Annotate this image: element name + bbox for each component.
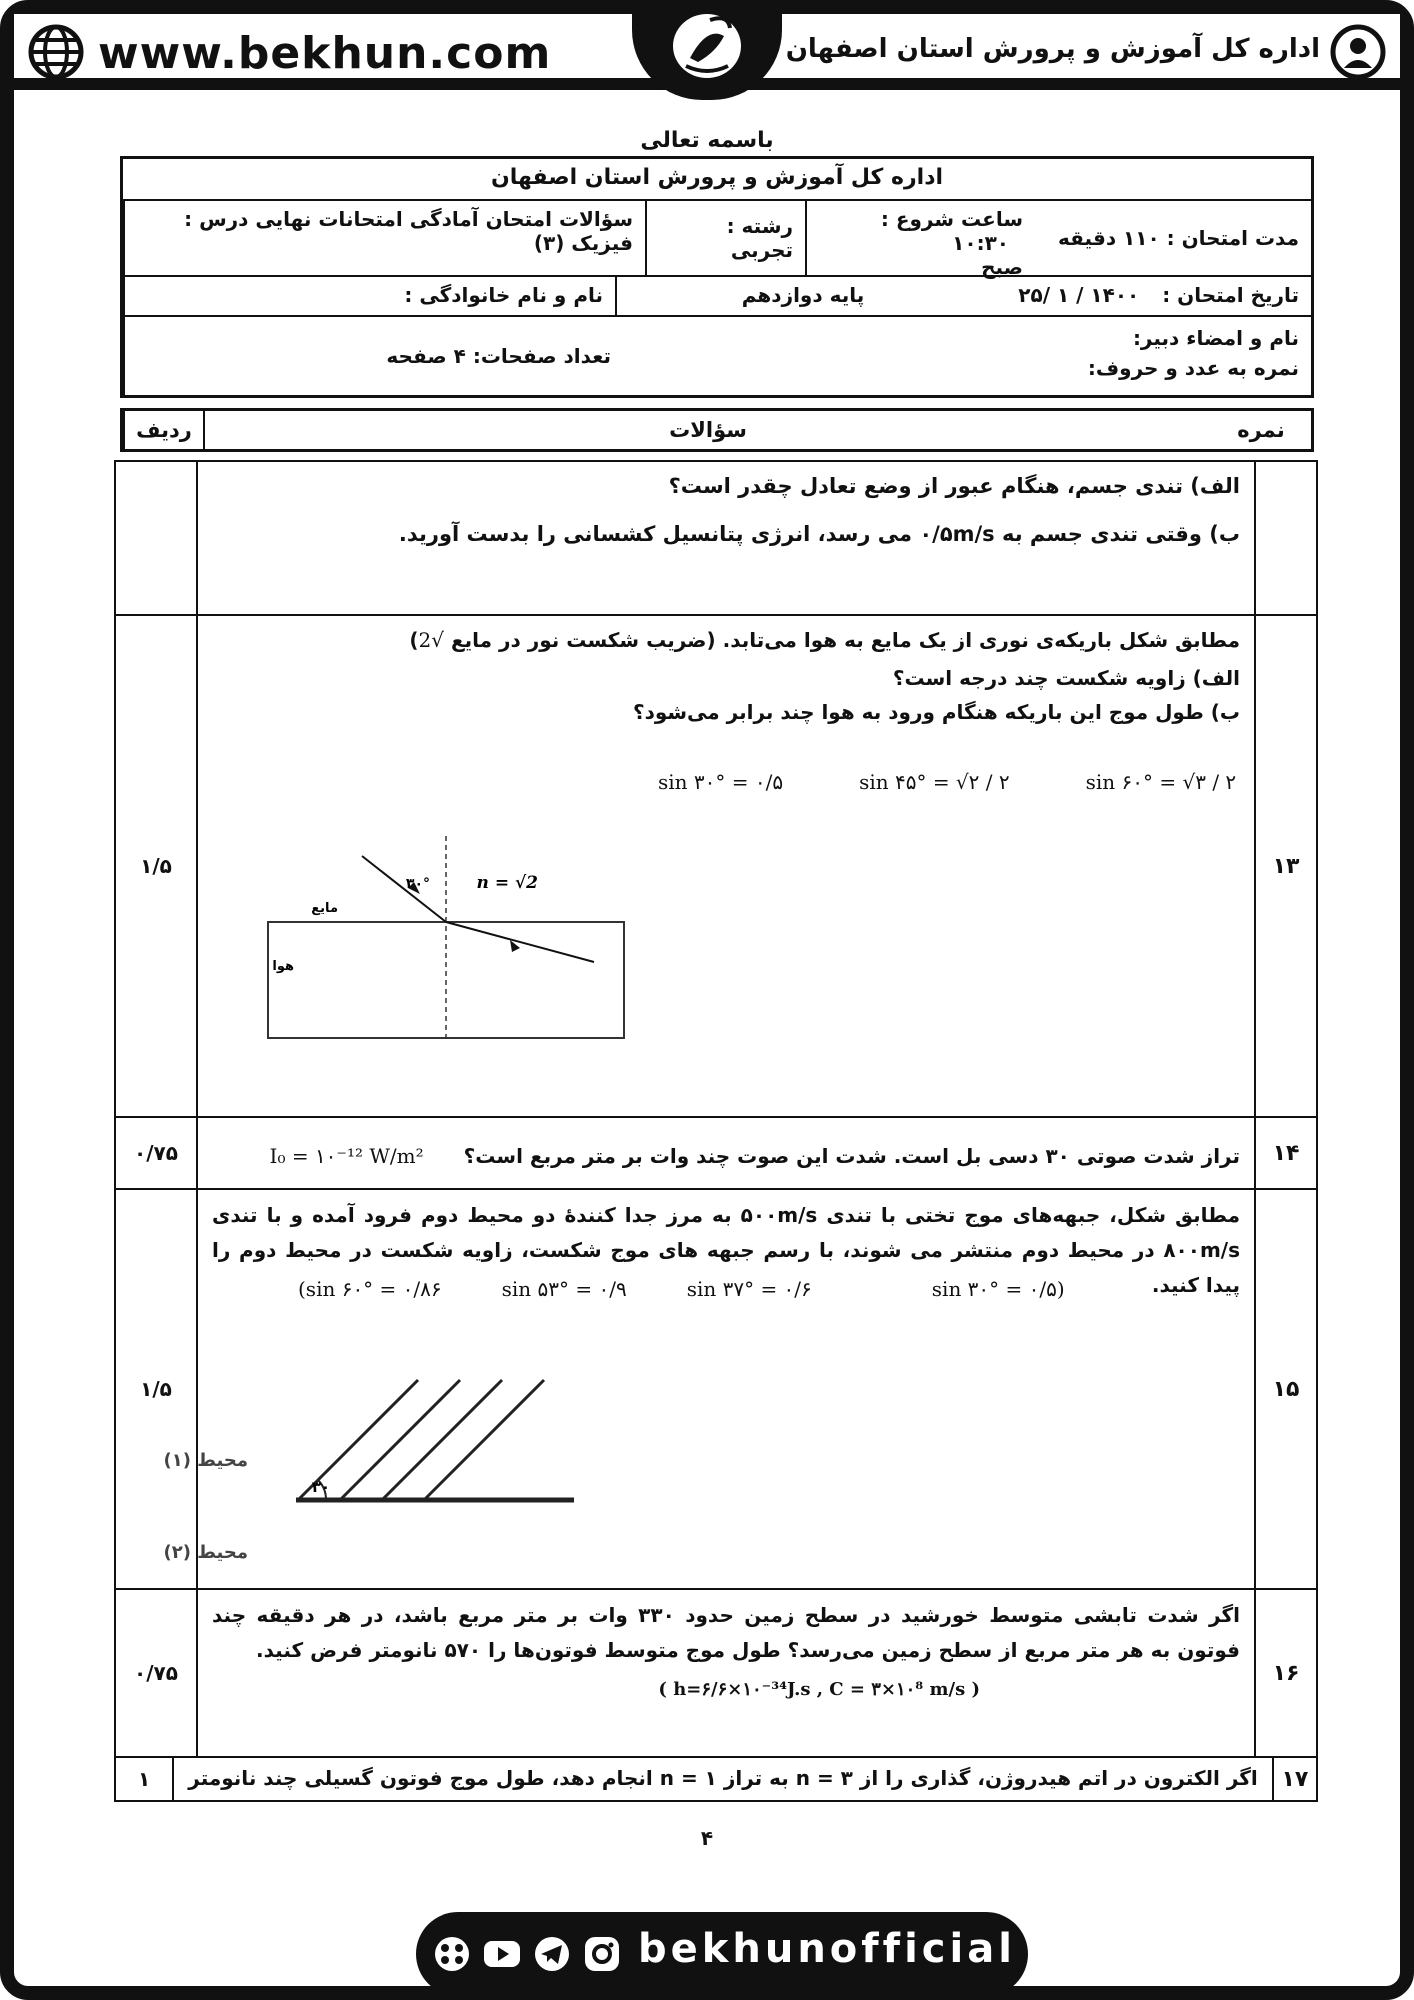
liquid-label: مایع: [311, 901, 338, 916]
date-value: ۱۴۰۰ / ۱ /۲۵: [1018, 283, 1140, 307]
q15-text: مطابق شکل، جبهه‌های موج تختی با تندی ۵۰۰m/s به مرز جدا کنندهٔ دو محیط دوم فرود آمده و با تندی ۸۰۰m/s در محیط دوم منتشر می شوند، با رسم جبهه های موج شکست، زاویه شکست در محیط دوم را پیدا کنید.: [212, 1203, 1240, 1297]
telegram-icon[interactable]: [532, 1934, 572, 1974]
q15-formula-sin30: sin ۳۰° = ۰/۵): [931, 1277, 1065, 1301]
info-pages: تعداد صفحات: ۴ صفحه: [123, 317, 623, 395]
question-score: [116, 462, 196, 614]
q15-formula-sin53: sin ۵۳° = ۰/۹: [501, 1277, 627, 1301]
bekhun-logo-icon: [650, 6, 764, 86]
question-number: ۱۶: [1254, 1590, 1316, 1756]
globe-icon: [28, 24, 84, 80]
question-body: [172, 1758, 1272, 1800]
q13-close: ): [409, 628, 419, 652]
info-teacher-block: [623, 317, 1311, 395]
question-row-15: [116, 1190, 1316, 1590]
question-score: ۰/۷۵: [134, 1141, 178, 1165]
q13-angle-label: ۳۰°: [405, 876, 430, 892]
medium-2-label: محیط (۲): [163, 1542, 248, 1563]
info-grade: پایه دوازدهم: [615, 277, 989, 315]
question-number: ۱۵: [1254, 1190, 1316, 1588]
refraction-diagram: [258, 816, 678, 1056]
q15-angle-label: ۳۰: [311, 1478, 330, 1496]
q14-formula: I₀ = ۱۰⁻¹² W/m²: [269, 1144, 424, 1168]
question-score: ۱: [138, 1767, 151, 1791]
question-score: ۱/۵: [140, 1377, 172, 1401]
site-url[interactable]: www.bekhun.com: [98, 28, 552, 79]
q15-formulas: [298, 1272, 1065, 1307]
question-score: ۱/۵: [140, 854, 172, 878]
questions-table: [114, 460, 1318, 1802]
q13-part-b: ب) طول موج این باریکه هنگام ورود به هوا چند برابر می‌شود؟: [632, 700, 1240, 724]
incident-ray: [362, 856, 446, 922]
exam-info-table: [120, 156, 1314, 398]
info-duration: مدت امتحان : ۱۱۰ دقیقه: [1058, 226, 1299, 250]
info-start-time: [805, 201, 1035, 279]
wavefront-diagram: [163, 1340, 608, 1580]
page-number: ۴: [700, 1826, 714, 1850]
q13-sqrt: √2: [418, 628, 445, 652]
bismillah: باسمه تعالی: [640, 128, 774, 153]
q12-part-a: الف) تندی جسم، هنگام عبور از وضع تعادل چقدر است؟: [668, 474, 1240, 498]
q17-text: اگر الکترون در اتم هیدروژن، گذاری را از n = ۳ به تراز n = ۱ انجام دهد، طول موج فوتون گسیلی چند نانومتر: [188, 1766, 1258, 1790]
info-date: [989, 277, 1311, 315]
air-label: هوا: [272, 959, 294, 974]
medium-1-label: محیط (۱): [163, 1450, 248, 1471]
q13-intro-text: مطابق شکل باریکه‌ی نوری از یک مایع به هوا می‌تابد. (ضریب شکست نور در مایع: [450, 628, 1240, 652]
logo-badge: [632, 0, 782, 100]
start-time-period: صبح: [981, 255, 1023, 279]
user-profile-icon[interactable]: [1330, 24, 1386, 80]
info-exam-title: سؤالات امتحان آمادگی امتحانات نهایی درس : فیزیک (۳): [123, 201, 645, 275]
start-time-value: ۱۰:۳۰: [952, 231, 1009, 255]
header-score-label: نمره: [1237, 418, 1285, 442]
q15-formula-sin37: sin ۳۷° = ۰/۶: [686, 1277, 812, 1301]
question-row-17: [116, 1758, 1316, 1800]
question-number: ۱۳: [1254, 616, 1316, 1116]
questions-header: [120, 408, 1314, 452]
question-number: ۱۷: [1272, 1758, 1316, 1800]
q14-text: تراز شدت صوتی ۳۰ دسی بل است. شدت این صوت چند وات بر متر مربع است؟: [463, 1144, 1240, 1168]
question-body: [196, 616, 1254, 1116]
q13-index-label: n = √2: [476, 873, 538, 893]
instagram-icon[interactable]: [582, 1934, 622, 1974]
question-body: [196, 1118, 1254, 1188]
info-org-title: اداره کل آموزش و پرورش استان اصفهان: [490, 165, 944, 190]
question-body: [196, 1590, 1254, 1756]
header-org-name: اداره کل آموزش و پرورش استان اصفهان: [785, 34, 1320, 64]
question-number: [1254, 462, 1316, 614]
social-handle[interactable]: bekhunofficial: [638, 1926, 1016, 1972]
question-row-13: [116, 616, 1316, 1118]
q16-text: اگر شدت تابشی متوسط خورشید در سطح زمین حدود ۳۳۰ وات بر متر مربع باشد، در هر دقیقه چند فوتون به هر متر مربع از سطح زمین می‌رسد؟ طول موج متوسط فوتون‌ها را ۵۷۰ نانومتر فرض کنید.: [212, 1603, 1240, 1662]
question-row-12: [116, 462, 1316, 616]
refracted-ray: [446, 922, 594, 962]
info-name-label: نام و نام خانوادگی :: [123, 277, 615, 315]
info-field: رشته : تجربی: [645, 201, 805, 275]
question-number: ۱۴: [1254, 1118, 1316, 1188]
question-score: ۰/۷۵: [134, 1661, 178, 1685]
question-row-14: [116, 1118, 1316, 1190]
q16-constants: ( h=۶/۶×۱۰⁻³⁴J.s , C = ۳×۱۰⁸ m/s ): [658, 1679, 980, 1700]
question-row-16: [116, 1590, 1316, 1758]
youtube-icon[interactable]: [482, 1934, 522, 1974]
q13-part-a: الف) زاویه شکست چند درجه است؟: [892, 666, 1240, 690]
start-time-label: ساعت شروع :: [880, 207, 1023, 231]
q13-formula-sin60: sin ۶۰° = √۳ / ۲: [1085, 770, 1237, 794]
date-label: تاریخ امتحان :: [1162, 283, 1299, 307]
top-header: [14, 14, 1400, 90]
question-body: [196, 462, 1254, 614]
question-body: [163, 1190, 1254, 1588]
q13-formulas: [658, 766, 1236, 798]
q15-formula-sin60: (sin ۶۰° = ۰/۸۶: [298, 1277, 442, 1301]
q13-intro: [212, 624, 1240, 656]
aparat-icon[interactable]: [432, 1934, 472, 1974]
header-questions-label: سؤالات: [203, 411, 1211, 449]
social-footer: [416, 1912, 1028, 1996]
score-words-label: نمره به عدد و حروف:: [1087, 356, 1299, 380]
q13-formula-sin30: sin ۳۰° = ۰/۵: [658, 770, 784, 794]
header-row-label: ردیف: [123, 411, 203, 449]
q13-formula-sin45: sin ۴۵° = √۲ / ۲: [859, 770, 1010, 794]
q12-part-b: ب) وقتی تندی جسم به ۰/۵m/s می رسد، انرژی پتانسیل کشسانی را بدست آورید.: [398, 521, 1240, 546]
teacher-signature-label: نام و امضاء دبیر:: [1132, 326, 1299, 350]
